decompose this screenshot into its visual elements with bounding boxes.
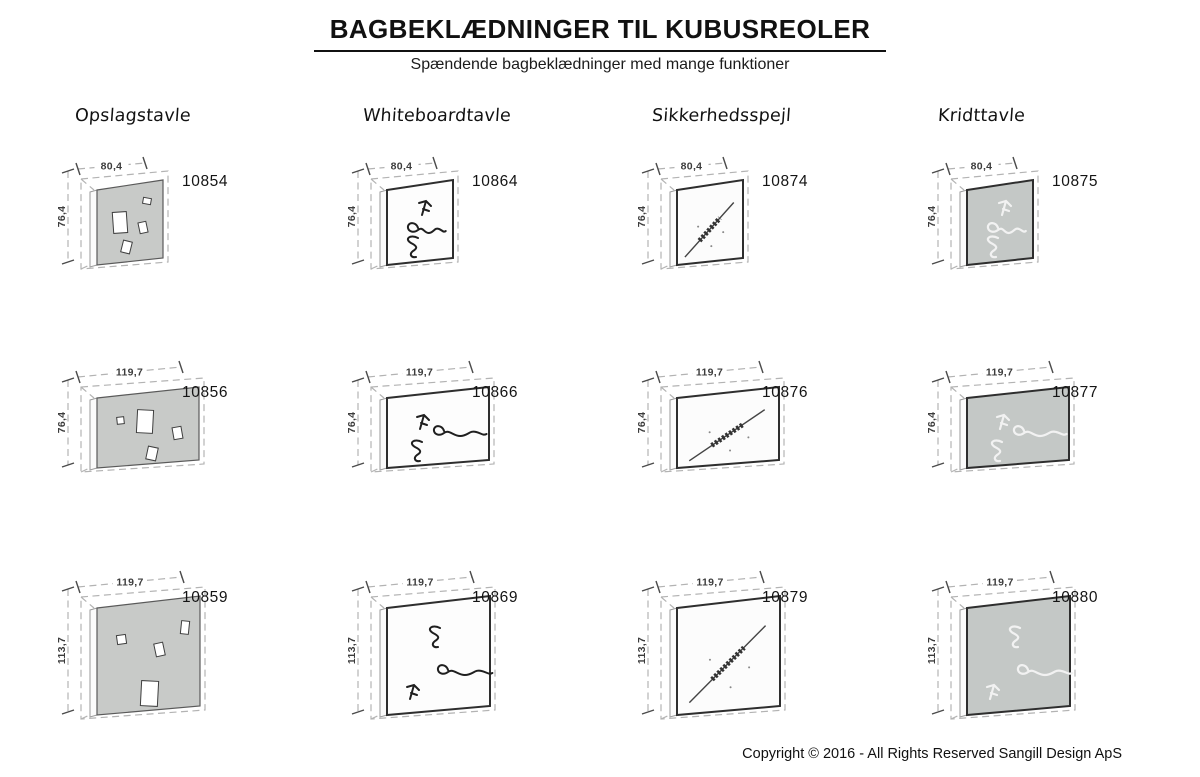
dimension-tick [642, 260, 654, 264]
pin-note [140, 681, 158, 707]
dashed-line [661, 179, 674, 190]
product-code: 10874 [762, 173, 809, 190]
dimension-tick [143, 157, 147, 169]
mirror-speck [748, 666, 750, 668]
height-dimension-label: 76,4 [56, 411, 68, 434]
dimension-tick [759, 361, 763, 373]
height-dimension-label: 76,4 [926, 205, 938, 228]
product-cell [925, 144, 1165, 304]
mirror-speck [710, 245, 712, 247]
dimension-tick [469, 361, 473, 373]
column-header-sikkerhedsspejl: Sikkerhedsspejl [651, 106, 792, 126]
height-dimension-label: 113,7 [56, 636, 68, 665]
pin-note [143, 197, 152, 204]
height-dimension-label: 76,4 [346, 205, 358, 228]
mirror-speck [709, 431, 711, 433]
height-dimension-label: 113,7 [926, 636, 938, 665]
pin-note [136, 410, 153, 434]
panel-edge [90, 190, 97, 267]
width-dimension-label: 119,7 [115, 366, 144, 379]
column-header-whiteboardtavle: Whiteboardtavle [362, 106, 512, 126]
product-code: 10879 [762, 589, 809, 606]
panel-surface-whiteboard [387, 596, 490, 715]
width-dimension-label: 119,7 [116, 576, 144, 589]
dimension-tick [433, 157, 437, 169]
dimension-tick [470, 571, 474, 583]
product-drawing [345, 560, 585, 756]
height-dimension-label: 76,4 [346, 411, 358, 434]
dashed-line [81, 387, 94, 398]
dashed-line [951, 179, 964, 190]
dimension-tick [180, 571, 184, 583]
product-code: 10876 [762, 384, 809, 401]
dimension-tick [1050, 571, 1054, 583]
product-code: 10854 [182, 173, 229, 190]
panel-edge [960, 398, 967, 470]
product-drawing [55, 560, 295, 756]
dashed-line [371, 179, 384, 190]
dimension-tick [62, 260, 74, 264]
width-dimension-label: 119,7 [405, 366, 434, 379]
dashed-line [371, 597, 384, 608]
pin-note [172, 426, 183, 439]
width-dimension-label: 80,4 [100, 160, 123, 173]
panel-surface-chalkboard [967, 180, 1033, 265]
product-code: 10875 [1052, 173, 1099, 190]
product-code: 10866 [472, 384, 519, 401]
dimension-tick [760, 571, 764, 583]
dashed-line [81, 597, 94, 608]
width-dimension-label: 119,7 [696, 576, 724, 589]
product-drawing [55, 144, 295, 302]
height-dimension-label: 113,7 [636, 636, 648, 665]
pin-note [116, 634, 126, 644]
pin-note [180, 621, 189, 635]
dashed-line [661, 387, 674, 398]
dimension-tick [1013, 157, 1017, 169]
height-dimension-label: 76,4 [636, 205, 648, 228]
panel-edge [90, 608, 97, 717]
mirror-speck [730, 686, 732, 688]
dashed-line [951, 597, 964, 608]
product-cell [55, 560, 295, 758]
pin-note [146, 446, 158, 461]
product-drawing [925, 355, 1165, 513]
dashed-line [661, 597, 674, 608]
panel-edge [960, 190, 967, 267]
panel-surface-whiteboard [387, 180, 453, 265]
product-code: 10864 [472, 173, 519, 190]
dimension-tick [1049, 361, 1053, 373]
dashed-line [371, 387, 384, 398]
product-code: 10856 [182, 384, 229, 401]
product-cell [925, 560, 1165, 758]
width-dimension-label: 119,7 [986, 576, 1014, 589]
product-drawing [925, 144, 1165, 302]
panel-surface-mirror [677, 596, 780, 715]
panel-edge [380, 398, 387, 470]
product-cell [345, 144, 585, 304]
product-cell [635, 355, 875, 515]
dimension-tick [352, 260, 364, 264]
panel-edge [670, 608, 677, 717]
width-dimension-label: 119,7 [985, 366, 1014, 379]
product-cell [55, 355, 295, 515]
product-cell [345, 560, 585, 758]
panel-edge [90, 398, 97, 470]
product-drawing [635, 355, 875, 513]
page-header [0, 14, 1200, 74]
product-code: 10880 [1052, 589, 1099, 606]
product-drawing [345, 144, 585, 302]
pin-note [117, 417, 125, 425]
width-dimension-label: 119,7 [406, 576, 434, 589]
pin-note [112, 212, 127, 234]
product-cell [635, 144, 875, 304]
product-cell [635, 560, 875, 758]
dashed-line [951, 387, 964, 398]
mirror-speck [729, 450, 731, 452]
panel-edge [960, 608, 967, 717]
dimension-tick [932, 260, 944, 264]
panel-edge [380, 608, 387, 717]
product-drawing [635, 560, 875, 756]
mirror-speck [697, 226, 699, 228]
width-dimension-label: 119,7 [695, 366, 724, 379]
pin-note [138, 221, 148, 233]
width-dimension-label: 80,4 [680, 160, 703, 173]
product-cell [55, 144, 295, 304]
height-dimension-label: 76,4 [926, 411, 938, 434]
product-cell [925, 355, 1165, 515]
width-dimension-label: 80,4 [970, 160, 993, 173]
product-code: 10859 [182, 589, 229, 606]
column-header-opslagstavle: Opslagstavle [74, 106, 192, 126]
product-drawing [925, 560, 1165, 756]
mirror-speck [747, 436, 749, 438]
page-title: BAGBEKLÆDNINGER TIL KUBUSREOLER [314, 14, 887, 52]
dashed-line [81, 179, 94, 190]
height-dimension-label: 76,4 [636, 411, 648, 434]
copyright-notice: Copyright © 2016 - All Rights Reserved Sangill Design ApS [742, 746, 1122, 762]
height-dimension-label: 76,4 [56, 205, 68, 228]
page-subtitle: Spændende bagbeklædninger med mange funktioner [410, 56, 790, 73]
panel-edge [670, 398, 677, 470]
width-dimension-label: 80,4 [390, 160, 413, 173]
dimension-tick [179, 361, 183, 373]
panel-edge [380, 190, 387, 267]
product-drawing [55, 355, 295, 513]
mirror-speck [722, 231, 724, 233]
panel-edge [670, 190, 677, 267]
panel-surface-mirror [677, 180, 743, 265]
dimension-tick [723, 157, 727, 169]
product-drawing [635, 144, 875, 302]
product-drawing [345, 355, 585, 513]
height-dimension-label: 113,7 [346, 636, 358, 665]
product-cell [345, 355, 585, 515]
product-code: 10869 [472, 589, 519, 606]
product-code: 10877 [1052, 384, 1099, 401]
mirror-speck [709, 659, 711, 661]
panel-surface-chalkboard [967, 596, 1070, 715]
column-header-kridttavle: Kridttavle [937, 106, 1026, 126]
